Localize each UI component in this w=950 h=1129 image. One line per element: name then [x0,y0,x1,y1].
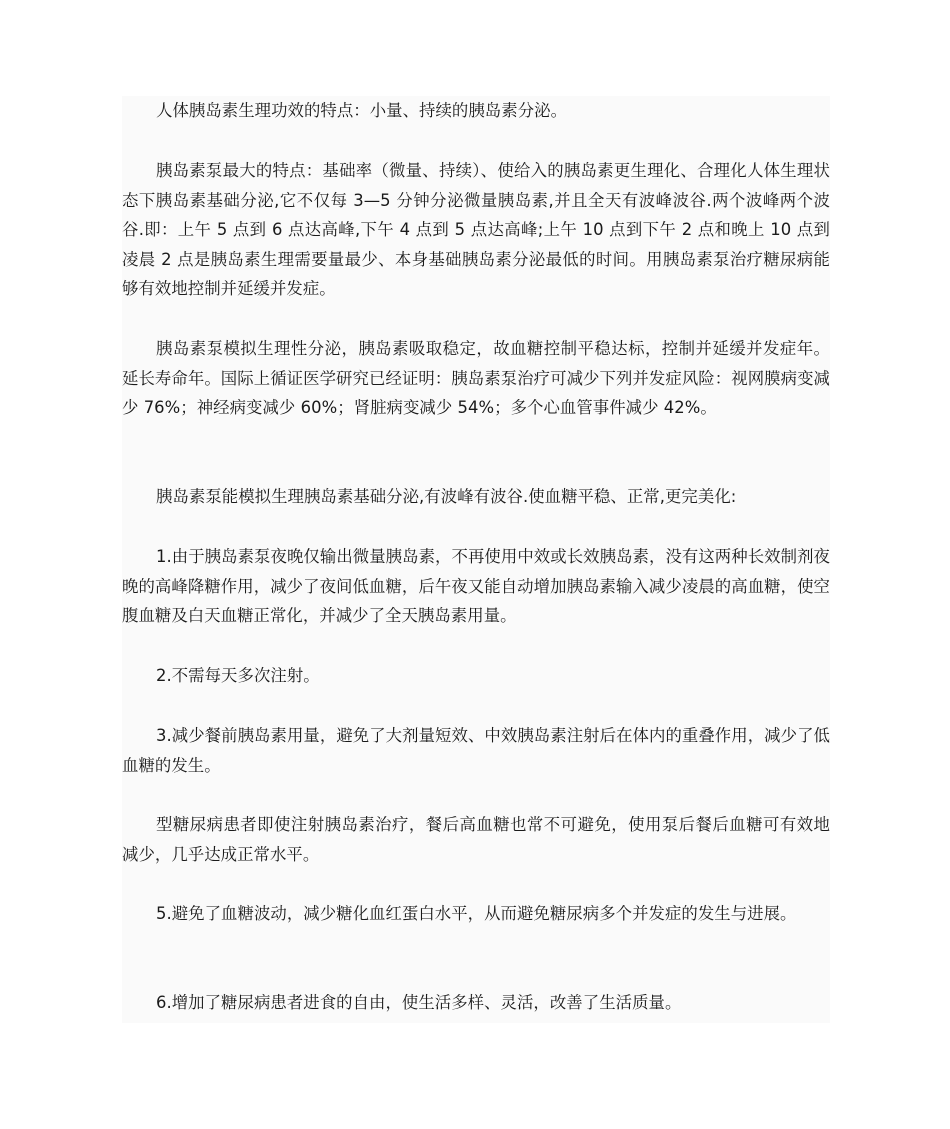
document-body [122,96,830,1023]
paragraph-insulin-physiology: 人体胰岛素生理功效的特点：小量、持续的胰岛素分泌。 [156,101,568,120]
paragraph-pump-evidence: 胰岛素泵模拟生理性分泌，胰岛素吸取稳定，故血糖控制平稳达标，控制并延缓并发症年。延长寿命年。国际上循证医学研究已经证明：胰岛素泵治疗可减少下列并发症风险：视网膜病变减少 76%；神经病变减少 60%；肾脏病变减少 54%；多个心血管事件减少 42%。 [122,339,830,417]
list-item-1: 1.由于胰岛素泵夜晚仅输出微量胰岛素，不再使用中效或长效胰岛素，没有这两种长效制剂夜晚的高峰降糖作用，减少了夜间低血糖，后午夜又能自动增加胰岛素输入减少凌晨的高血糖，使空腹血糖及白天血糖正常化，并减少了全天胰岛素用量。 [122,547,830,625]
list-item-2: 2.不需每天多次注射。 [156,666,320,685]
list-item-4: 型糖尿病患者即使注射胰岛素治疗，餐后高血糖也常不可避免，使用泵后餐后血糖可有效地减少，几乎达成正常水平。 [122,815,830,864]
paragraph-pump-features: 胰岛素泵最大的特点：基础率（微量、持续）、使给入的胰岛素更生理化、合理化人体生理状态下胰岛素基础分泌,它不仅每 3—5 分钟分泌微量胰岛素,并且全天有波峰波谷.两个波峰两个波谷.即：上午 5 点到 6 点达高峰,下午 4 点到 5 点达高峰;上午 10 点到下午 2 点和晚上 10 点到凌晨 2 点是胰岛素生理需要量最少、本身基础胰岛素分泌最低的时间。用胰岛素泵治疗糖尿病能够有效地控制并延缓并发症。 [122,161,830,298]
paragraph-pump-simulation: 胰岛素泵能模拟生理胰岛素基础分泌,有波峰有波谷.使血糖平稳、正常,更完美化: [156,487,737,506]
list-item-6: 6.增加了糖尿病患者进食的自由，使生活多样、灵活，改善了生活质量。 [156,993,682,1012]
list-item-5: 5.避免了血糖波动，减少糖化血红蛋白水平，从而避免糖尿病多个并发症的发生与进展。 [156,904,797,923]
list-item-3: 3.减少餐前胰岛素用量，避免了大剂量短效、中效胰岛素注射后在体内的重叠作用，减少了低血糖的发生。 [122,726,830,775]
